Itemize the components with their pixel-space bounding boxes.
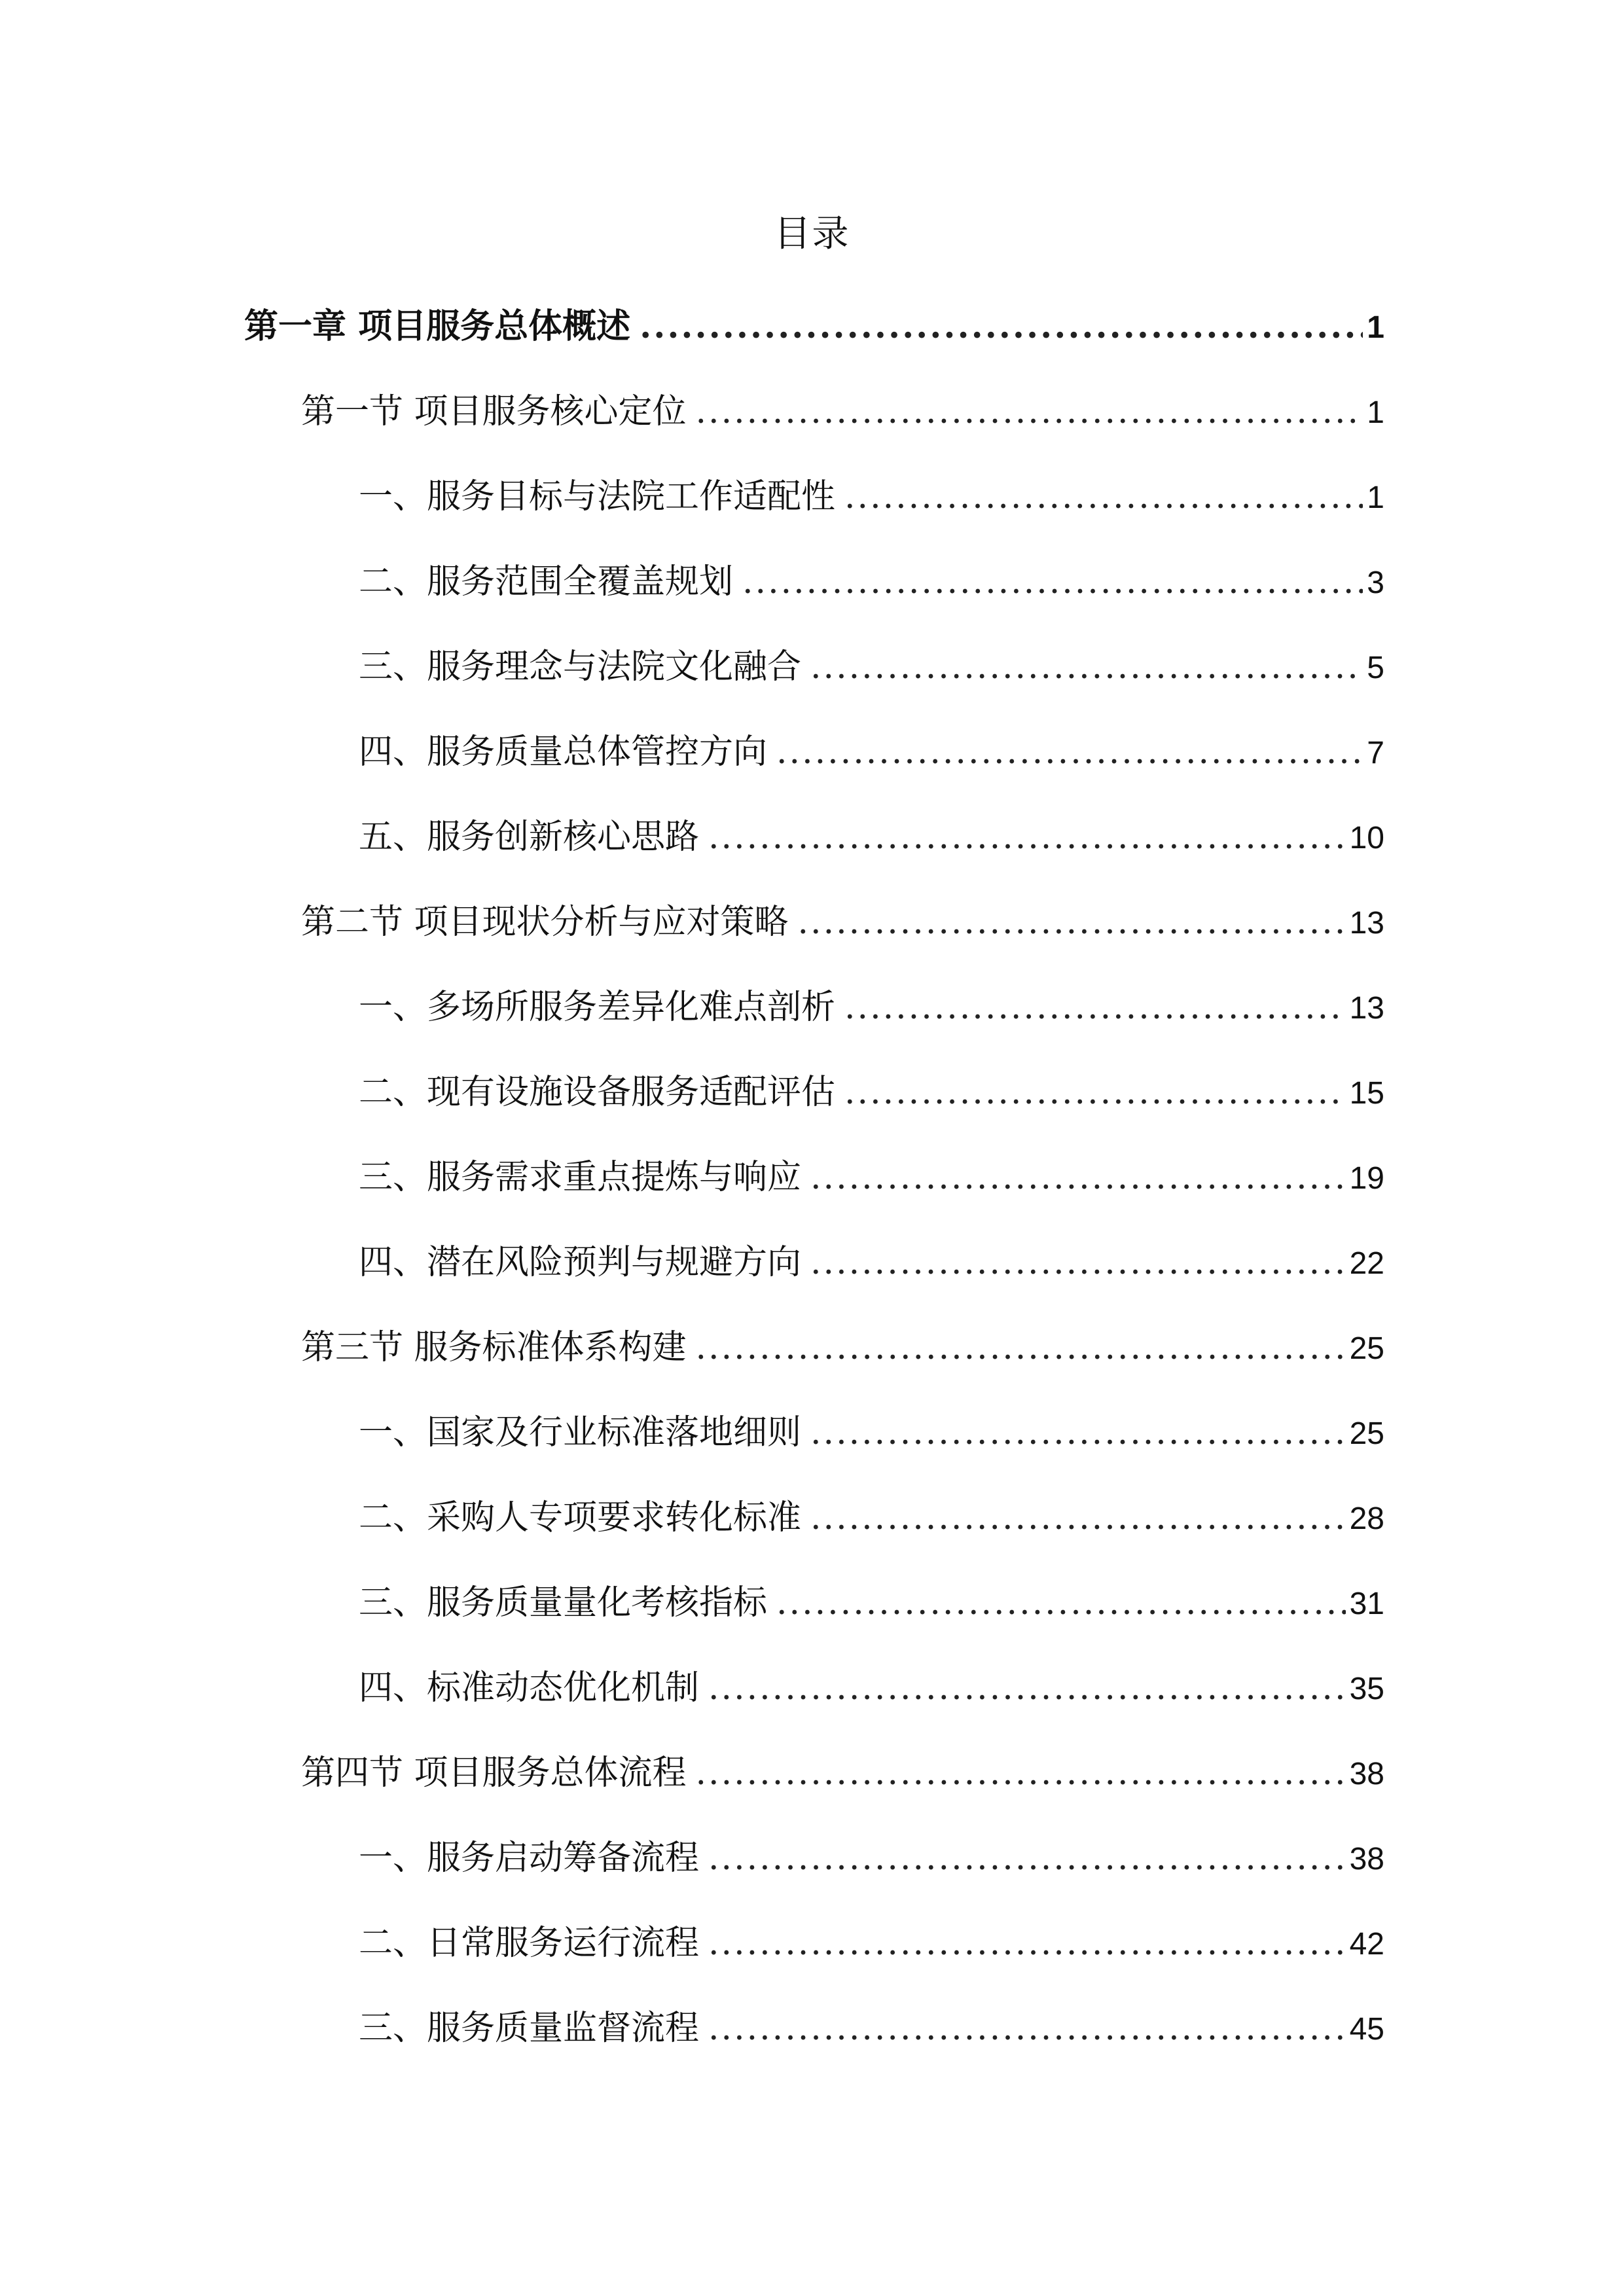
dot-leader <box>844 1066 1346 1119</box>
toc-entry-label: 四、标准动态优化机制 <box>359 1668 700 1708</box>
dot-leader <box>844 981 1346 1033</box>
toc-entry-label: 一、多场所服务差异化难点剖析 <box>359 988 836 1027</box>
dot-leader <box>708 1917 1346 1969</box>
toc-entry-page: 25 <box>1349 1331 1384 1366</box>
dot-leader <box>708 1832 1346 1884</box>
dot-leader <box>810 1236 1346 1289</box>
toc-entry-label: 第二节 项目现状分析与应对策略 <box>301 903 789 942</box>
toc-entry-page: 19 <box>1349 1161 1384 1196</box>
toc-entry-page: 28 <box>1349 1501 1384 1536</box>
toc-entry-subsection[interactable] <box>359 981 1384 1033</box>
dot-leader <box>776 1577 1346 1629</box>
toc-entry-label: 第三节 服务标准体系构建 <box>301 1328 687 1367</box>
toc-entry-subsection[interactable] <box>359 641 1384 693</box>
toc-entry-subsection[interactable] <box>359 1577 1384 1629</box>
toc-entry-page: 42 <box>1349 1927 1384 1962</box>
toc-entry-subsection[interactable] <box>359 471 1384 523</box>
dot-leader <box>640 300 1363 353</box>
toc-entry-subsection[interactable] <box>359 726 1384 778</box>
dot-leader <box>696 1747 1346 1799</box>
toc-entry-subsection[interactable] <box>359 1832 1384 1884</box>
toc-entry-subsection[interactable] <box>359 556 1384 608</box>
toc-entry-label: 第一章 项目服务总体概述 <box>244 306 631 346</box>
toc-title: 目录 <box>774 213 850 255</box>
toc-entry-subsection[interactable] <box>359 1917 1384 1969</box>
toc-entry-subsection[interactable] <box>359 1236 1384 1289</box>
toc-entry-label: 二、现有设施设备服务适配评估 <box>359 1073 836 1112</box>
toc-entry-page: 5 <box>1367 651 1384 685</box>
toc-entry-subsection[interactable] <box>359 2002 1384 2054</box>
toc-entry-label: 四、潜在风险预判与规避方向 <box>359 1243 802 1282</box>
toc-entry-page: 1 <box>1367 310 1384 345</box>
toc-entry-chapter[interactable] <box>244 300 1384 353</box>
toc-entry-page: 35 <box>1349 1672 1384 1706</box>
toc-entry-section[interactable] <box>301 386 1384 438</box>
toc-entry-subsection[interactable] <box>359 1151 1384 1204</box>
dot-leader <box>708 811 1346 863</box>
dot-leader <box>844 471 1363 523</box>
toc-entry-page: 31 <box>1349 1587 1384 1621</box>
toc-entry-page: 7 <box>1367 736 1384 770</box>
toc-entry-section[interactable] <box>301 1747 1384 1799</box>
dot-leader <box>810 1492 1346 1544</box>
toc-entry-subsection[interactable] <box>359 1492 1384 1544</box>
dot-leader <box>810 641 1363 693</box>
toc-entry-label: 五、服务创新核心思路 <box>359 817 700 857</box>
toc-entry-label: 一、国家及行业标准落地细则 <box>359 1413 802 1452</box>
dot-leader <box>696 386 1363 438</box>
dot-leader <box>742 556 1363 608</box>
toc-entry-subsection[interactable] <box>359 1066 1384 1119</box>
toc-entry-page: 25 <box>1349 1416 1384 1451</box>
toc-entry-page: 1 <box>1367 395 1384 430</box>
dot-leader <box>708 1662 1346 1714</box>
toc-entry-label: 一、服务目标与法院工作适配性 <box>359 477 836 516</box>
toc-entry-label: 第一节 项目服务核心定位 <box>301 392 687 431</box>
toc-entry-page: 38 <box>1349 1757 1384 1791</box>
dot-leader <box>810 1407 1346 1459</box>
toc-entry-label: 二、服务范围全覆盖规划 <box>359 562 734 601</box>
dot-leader <box>708 2002 1346 2054</box>
toc-entry-label: 三、服务理念与法院文化融合 <box>359 647 802 687</box>
toc-entry-page: 13 <box>1349 991 1384 1026</box>
toc-entry-label: 三、服务需求重点提炼与响应 <box>359 1158 802 1197</box>
dot-leader <box>776 726 1363 778</box>
toc-entry-page: 10 <box>1349 821 1384 855</box>
toc-entry-label: 四、服务质量总体管控方向 <box>359 732 768 772</box>
toc-entry-label: 三、服务质量量化考核指标 <box>359 1583 768 1623</box>
toc-entry-label: 二、采购人专项要求转化标准 <box>359 1498 802 1537</box>
toc-entry-subsection[interactable] <box>359 1662 1384 1714</box>
toc-entry-subsection[interactable] <box>359 1407 1384 1459</box>
toc-entry-page: 45 <box>1349 2012 1384 2047</box>
toc-entry-label: 一、服务启动筹备流程 <box>359 1839 700 1878</box>
dot-leader <box>798 896 1346 948</box>
toc-entry-section[interactable] <box>301 896 1384 948</box>
toc-entry-subsection[interactable] <box>359 811 1384 863</box>
toc-entry-page: 15 <box>1349 1076 1384 1111</box>
dot-leader <box>810 1151 1346 1204</box>
dot-leader <box>696 1321 1346 1374</box>
toc-entry-label: 第四节 项目服务总体流程 <box>301 1753 687 1793</box>
toc-entry-label: 二、日常服务运行流程 <box>359 1924 700 1963</box>
toc-entry-section[interactable] <box>301 1321 1384 1374</box>
toc-entry-page: 13 <box>1349 906 1384 941</box>
toc-entry-page: 22 <box>1349 1246 1384 1281</box>
toc-entry-page: 3 <box>1367 565 1384 600</box>
toc-entry-label: 三、服务质量监督流程 <box>359 2009 700 2048</box>
toc-entry-page: 38 <box>1349 1842 1384 1876</box>
toc-entry-page: 1 <box>1367 480 1384 515</box>
